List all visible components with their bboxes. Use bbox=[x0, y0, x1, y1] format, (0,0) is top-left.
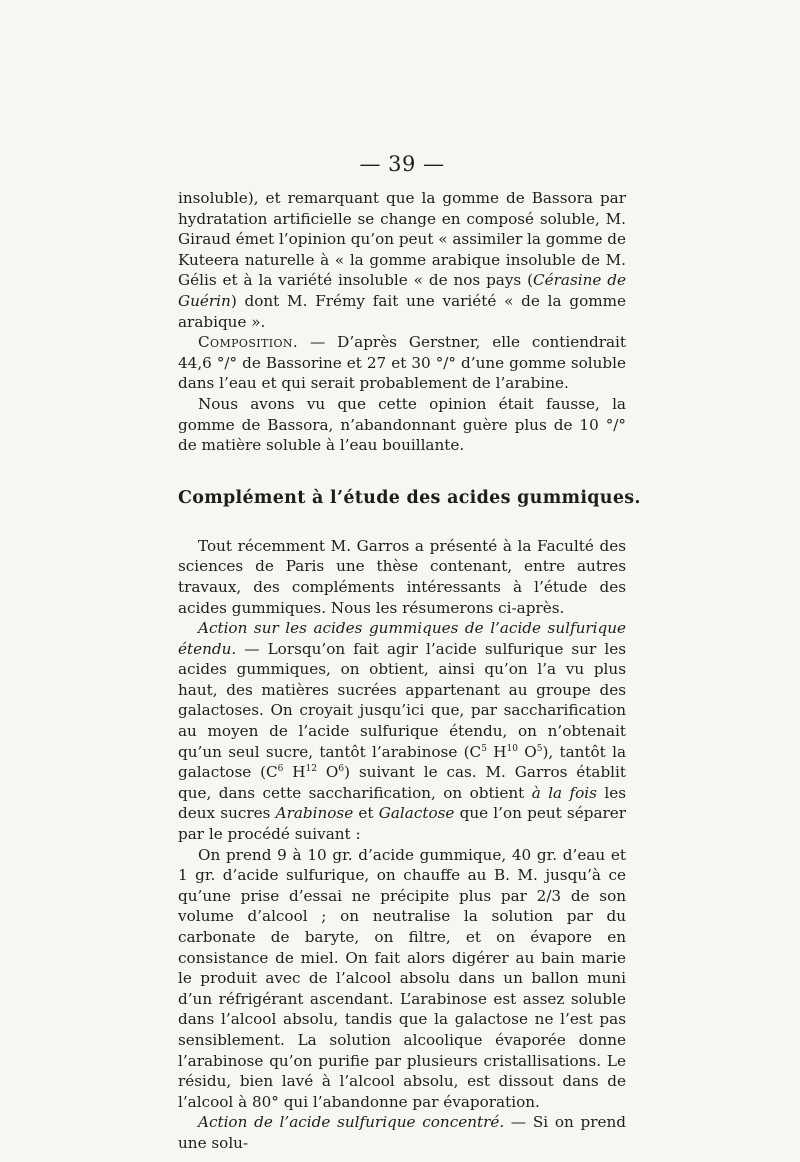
text-run: H bbox=[486, 742, 507, 761]
text-run: ), tantôt la galactose (C bbox=[178, 742, 627, 782]
paragraph-text: insoluble), et remarquant que la gomme de Bassora par hydratation artificielle se change en composé soluble, M. Giraud émet l’opinion qu’on peut « assimiler la gomme de Kuteera naturelle à « la gomme arabique insoluble de M. Gélis et à la variété insoluble « de nos pays ( bbox=[178, 189, 626, 290]
superscript: 6 bbox=[338, 764, 345, 775]
text-run: ) suivant le cas. M. Garros établit que, dans cette saccharification, on obtient bbox=[178, 763, 626, 802]
text-run: et bbox=[353, 804, 379, 823]
superscript: 6 bbox=[277, 764, 284, 775]
italic-heading-concentre: Action de l’acide sulfurique concentré. bbox=[198, 1113, 505, 1132]
text-run: H bbox=[283, 763, 306, 782]
paragraph-composition bbox=[178, 332, 626, 394]
superscript: 12 bbox=[305, 764, 317, 775]
paragraph-opinion: Nous avons vu que cette opinion était fausse, la gomme de Bassora, n’abandonnant guère plus de 10 °/° de matière soluble à l’eau bouillante. bbox=[178, 394, 626, 455]
paragraph-procede: On prend 9 à 10 gr. d’acide gummique, 40 gr. d’eau et 1 gr. d’acide sulfurique, on chauffe au B. M. jusqu’à ce qu’une prise d’essai ne précipite plus par 2/3 de son volume d’alcool ; on neutralise la solution par du carbonate de baryte, on filtre, et on évapore en consistance de miel. On fait alors digérer au bain marie le produit avec de l’alcool absolu dans un ballon muni d’un réfrigérant ascendant. L’arabinose est assez soluble dans l’alcool absolu, tandis que la galactose ne l’est pas sensiblement. La solution alcoolique évaporée donne l’arabinose qu’on purifie par plusieurs cristallisations. Le résidu, bien lavé à l’alcool absolu, est dissout dans de l’alcool à 80° qui l’abandonne par évaporation. bbox=[178, 845, 626, 1111]
italic-a-la-fois: à la fois bbox=[531, 783, 597, 802]
text-run: O bbox=[517, 742, 537, 761]
composition-label: Composition. bbox=[198, 333, 299, 352]
paragraph-acide-etendu bbox=[178, 618, 626, 845]
text-run: O bbox=[316, 763, 339, 782]
paragraph-text-end: ) dont M. Frémy fait une variété « de la gomme arabique ». bbox=[178, 291, 626, 331]
text-run: — Lorsqu’on fait agir l’acide sulfurique sur les acides gummiques, on obtient, ainsi qu’on l’a vu plus haut, des matières sucrées appartenant au groupe des galactoses. On croyait jusqu’ici que, par saccharification au moyen de l’acide sulfurique étendu, on n’obtenait qu’un seul sucre, tantôt l’arabinose (C bbox=[178, 639, 626, 761]
page-number: — 39 — bbox=[359, 152, 445, 176]
composition-text: — D’après Gerstner, elle contiendrait 44,6 °/° de Bassorine et 27 et 30 °/° d’une gomme soluble dans l’eau et qui serait probablement de l’arabine. bbox=[178, 333, 626, 393]
italic-galactose: Galactose bbox=[378, 804, 455, 823]
italic-arabinose: Arabinose bbox=[275, 804, 354, 823]
section-title: Complément à l’étude des acides gummiques. bbox=[178, 487, 641, 508]
italic-cerasine: Cérasine de Guérin bbox=[178, 271, 626, 310]
superscript: 5 bbox=[536, 743, 543, 754]
paragraph-acide-concentre bbox=[178, 1112, 626, 1153]
paragraph-gomme-kuteera bbox=[178, 188, 626, 332]
superscript: 10 bbox=[506, 743, 518, 754]
page bbox=[178, 152, 641, 1154]
text-run: les deux sucres bbox=[178, 783, 626, 823]
italic-heading-etendu: Action sur les acides gummiques de l’acide sulfurique étendu. bbox=[178, 619, 626, 658]
text-run: que l’on peut séparer par le procédé suivant : bbox=[178, 804, 627, 844]
paragraph-garros: Tout récemment M. Garros a présenté à la Faculté des sciences de Paris une thèse contenant, entre autres travaux, des compléments intéressants à l’étude des acides gummiques. Nous les résumerons ci-après. bbox=[178, 536, 626, 617]
text-run: — Si on prend une solu- bbox=[178, 1113, 626, 1152]
superscript: 5 bbox=[481, 743, 487, 754]
